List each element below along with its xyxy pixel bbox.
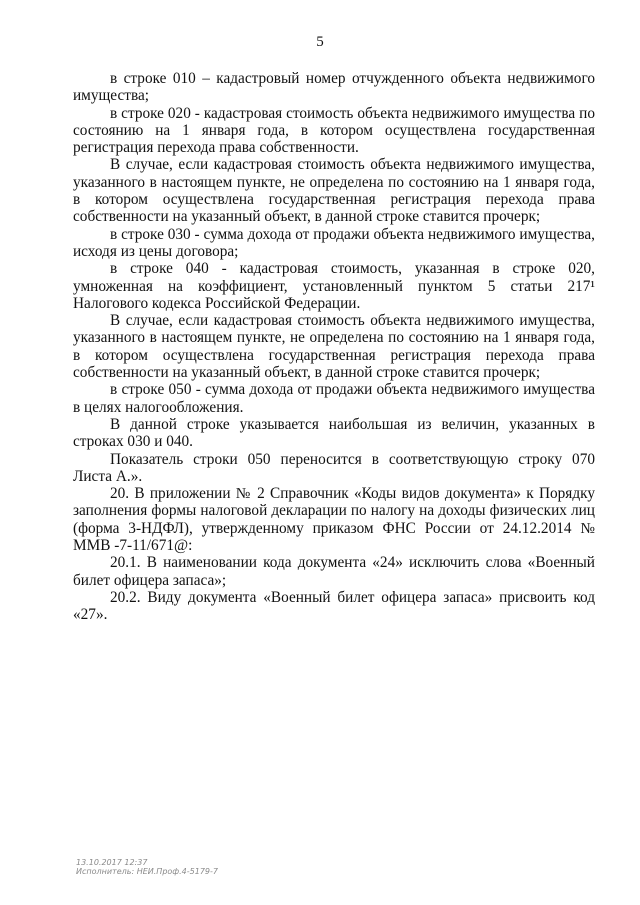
paragraph-max-value: В данной строке указывается наибольшая из величин, указанных в строках 030 и 040. [73,415,595,451]
paragraph-item-20: 20. В приложении № 2 Справочник «Коды видов документа» к Порядку заполнения формы налоговой декларации по налогу на доходы физических лиц (форма 3-НДФЛ), утвержденному приказом ФНС России от 24.12.2014 № ММВ -7-11/671@: [73,485,595,555]
page-number: 5 [316,34,324,50]
paragraph-line-020: в строке 020 - кадастровая стоимость объекта недвижимого имущества по состоянию на 1 января года, в котором осуществлена государственная регистрация перехода права собственности. [73,104,595,157]
paragraph-line-030: в строке 030 - сумма дохода от продажи объекта недвижимого имущества, исходя из цены договора; [73,225,595,260]
paragraph-line-040: в строке 040 - кадастровая стоимость, указанная в строке 020, умноженная на коэффициент, установленный пунктом 5 статьи 217¹ Налогового кодекса Российской Федерации. [73,260,595,312]
paragraph-line-050: в строке 050 - сумма дохода от продажи объекта недвижимого имущества в целях налогообложения. [73,381,595,416]
document-footer [76,858,218,876]
footer-timestamp: 13.10.2017 12:37 [76,858,148,867]
footer-reference: Исполнитель: НЕИ.Проф.4-5179-7 [76,867,218,876]
paragraph-case-040: В случае, если кадастровая стоимость объекта недвижимого имущества, указанного в настоящем пункте, не определена по состоянию на 1 января года, в котором осуществлена государственная регистрация перехода права собственности на указанный объект, в данной строке ставится прочерк; [73,312,595,382]
paragraph-transfer-070: Показатель строки 050 переносится в соответствующую строку 070 Листа А.». [73,450,595,485]
paragraph-item-20-2: 20.2. Виду документа «Военный билет офицера запаса» присвоить код «27». [73,588,595,624]
paragraph-case-020: В случае, если кадастровая стоимость объекта недвижимого имущества, указанного в настоящем пункте, не определена по состоянию на 1 января года, в котором осуществлена государственная регистрация перехода права собственности на указанный объект, в данной строке ставится прочерк; [73,156,595,226]
document-body [73,70,595,624]
paragraph-item-20-1: 20.1. В наименовании кода документа «24» исключить слова «Военный билет офицера запаса»; [73,554,595,589]
paragraph-line-010: в строке 010 – кадастровый номер отчужденного объекта недвижимого имущества; [73,70,595,105]
